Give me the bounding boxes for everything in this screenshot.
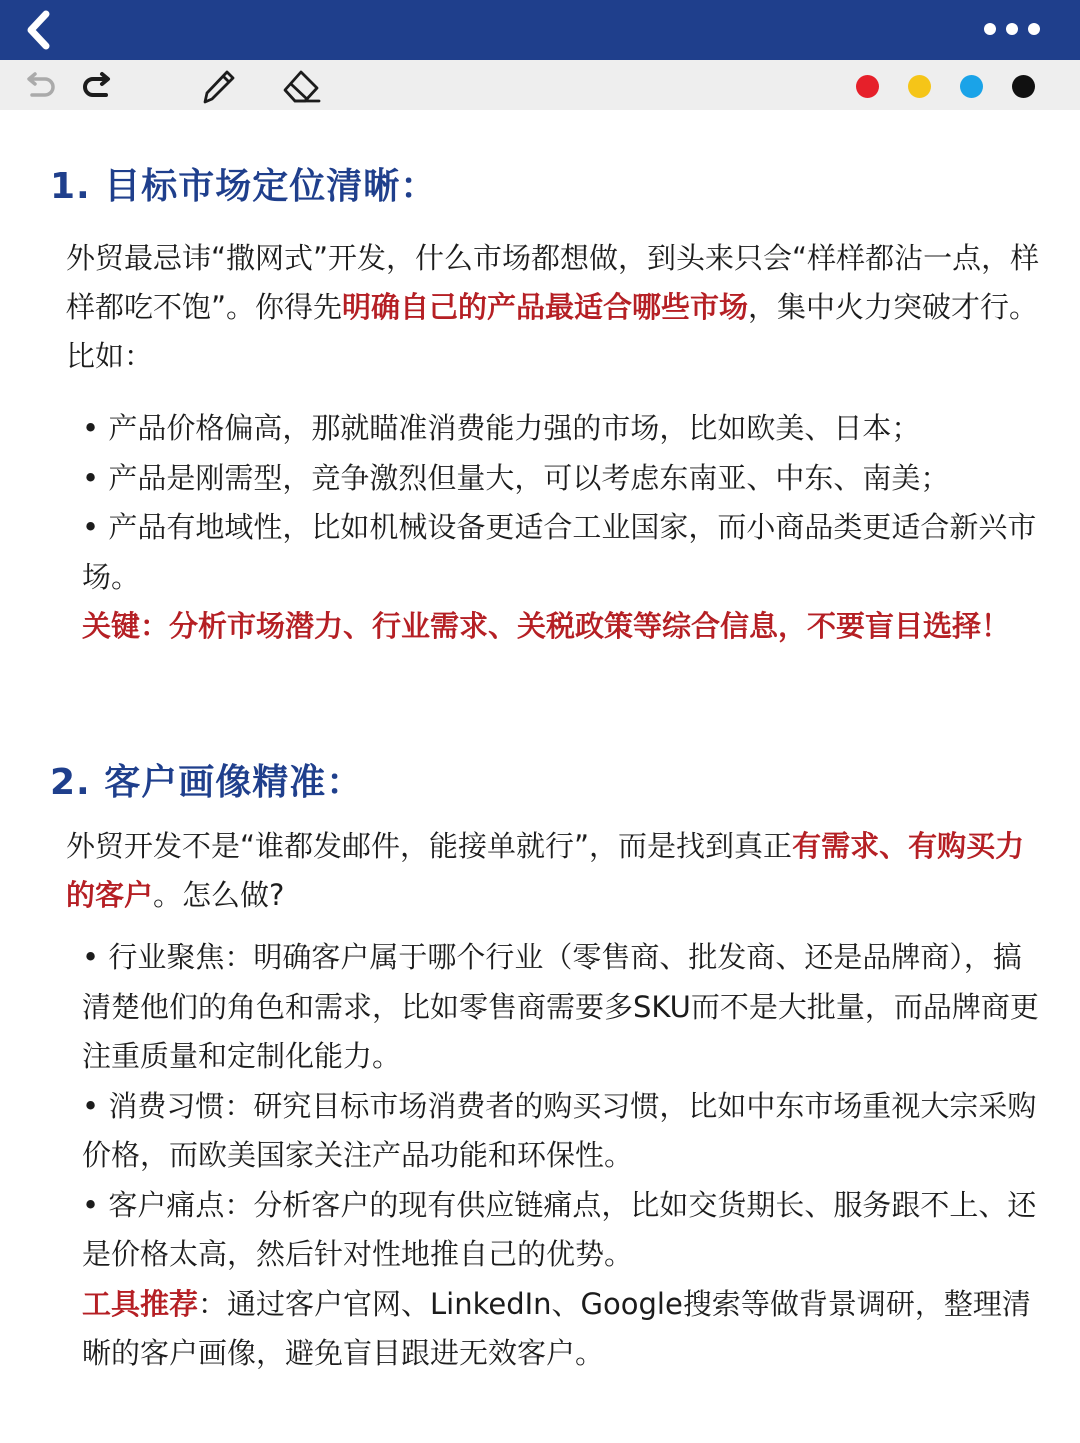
- color-swatch-yellow[interactable]: [908, 75, 931, 98]
- pencil-icon: [197, 66, 237, 106]
- list-item: • 产品是刚需型，竞争激烈但量大，可以考虑东南亚、中东、南美；: [82, 460, 950, 495]
- list-item: • 产品价格偏高，那就瞄准消费能力强的市场，比如欧美、日本；: [82, 411, 921, 445]
- back-button[interactable]: [18, 8, 62, 52]
- redo-button[interactable]: [78, 66, 118, 106]
- color-swatch-blue[interactable]: [960, 75, 983, 98]
- section-1-intro-text-a: 外贸最忌讳“撒网式”开发，什么市场都想做，到头来只会“样样都沾一点，样样都吃不饱”。你得先: [66, 241, 1040, 324]
- more-dot: [1006, 23, 1018, 35]
- section-2-bullets: [82, 933, 1042, 1379]
- pencil-button[interactable]: [197, 66, 237, 106]
- tool-recommendation-text: ：通过客户官网、LinkedIn、Google搜索等做背景调研，整理清晰的客户画像，避免盲目跟进无效客户。: [82, 1286, 1031, 1370]
- color-swatch-red[interactable]: [856, 75, 879, 98]
- eraser-button[interactable]: [281, 66, 321, 106]
- undo-button[interactable]: [20, 66, 60, 106]
- eraser-icon: [281, 66, 321, 106]
- section-2-intro-text-b: 。怎么做?: [153, 878, 285, 912]
- list-item: • 消费习惯：研究目标市场消费者的购买习惯，比如中东市场重视大宗采购价格，而欧美国家关注产品功能和环保性。: [82, 1088, 1037, 1172]
- more-button[interactable]: [984, 14, 1040, 44]
- section-2-intro-highlight: 有需求、有购买力的客户: [66, 829, 1025, 912]
- section-1-intro: [66, 234, 1051, 381]
- section-2-intro: [66, 822, 1051, 920]
- section-1-intro-text-b: ，集中火力突破才行。比如：: [66, 290, 1039, 373]
- more-horizontal-icon: [984, 23, 996, 35]
- list-item: • 行业聚焦：明确客户属于哪个行业（零售商、批发商、还是品牌商），搞清楚他们的角色和需求，比如零售商需要多SKU而不是大批量，而品牌商更注重质量和定制化能力。: [82, 940, 1039, 1073]
- section-2-intro-text-a: 外贸开发不是“谁都发邮件，能接单就行”，而是找到真正: [66, 829, 793, 863]
- section-2-title: 2. 客户画像精准：: [50, 762, 364, 803]
- color-swatch-black[interactable]: [1012, 75, 1035, 98]
- section-1-intro-highlight: 明确自己的产品最适合哪些市场: [342, 290, 749, 324]
- section-1-key-note: 关键：分析市场潜力、行业需求、关税政策等综合信息，不要盲目选择！: [82, 609, 1011, 643]
- undo-icon: [20, 66, 60, 106]
- top-bar: [0, 0, 1080, 60]
- list-item: • 产品有地域性，比如机械设备更适合工业国家，而小商品类更适合新兴市场。: [82, 510, 1037, 594]
- chevron-left-icon: [18, 8, 62, 52]
- section-1-title: 1. 目标市场定位清晰：: [50, 166, 438, 207]
- redo-icon: [78, 66, 118, 106]
- section-1-bullets: [82, 404, 1042, 652]
- tool-recommendation-label: 工具推荐: [82, 1286, 199, 1321]
- list-item: • 客户痛点：分析客户的现有供应链痛点，比如交货期长、服务跟不上、还是价格太高，然后针对性地推自己的优势。: [82, 1187, 1037, 1271]
- more-dot: [1028, 23, 1040, 35]
- tool-recommendation: [82, 1280, 1042, 1379]
